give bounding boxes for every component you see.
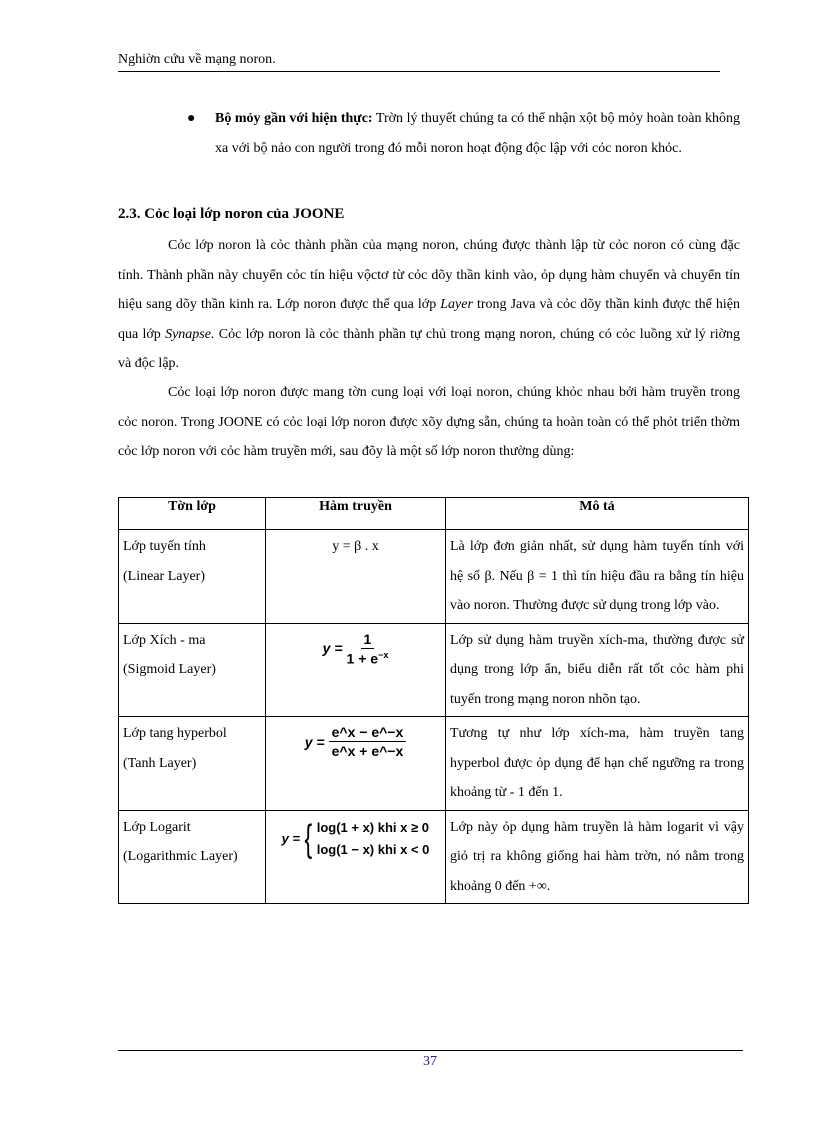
row-formula-cell [266, 717, 446, 811]
formula-lhs: y = [281, 830, 300, 846]
row-name-cell [119, 530, 266, 624]
row-desc-cell: Lớp này ỏp dụng hàm truyền là hàm logarit vì vậy giỏ trị ra không giống hai hàm trờn, nó nằm trong khoảng 0 đến +∞. [446, 810, 749, 904]
fraction [329, 725, 407, 758]
table-row [119, 530, 749, 624]
row-desc-cell: Lớp sử dụng hàm truyền xích-ma, thường được sử dụng trong lớp ẩn, biểu diễn rất tốt cỏc hàm phi tuyến trong mạng noron nhõn tạo. [446, 623, 749, 717]
formula-lhs: y = [304, 733, 325, 750]
bullet-bold: Bộ mỏy gần với hiện thực: [215, 111, 373, 126]
footer-divider [118, 1050, 743, 1051]
den-exp: −x [378, 649, 389, 660]
layer-name-en: (Tanh Layer) [123, 755, 197, 771]
paragraph-1-part3: Cỏc lớp noron là cỏc thành phần tự chủ trong mạng noron, chúng có cỏc luồng xử lý riờng và độc lập. [118, 326, 740, 371]
header-function: Hàm truyền [266, 498, 446, 530]
case-2: log(1 − x) khi x < 0 [316, 841, 430, 857]
table-row [119, 810, 749, 904]
case-1: log(1 + x) khi x ≥ 0 [316, 819, 429, 835]
header-description: Mô tả [446, 498, 749, 530]
table-row [119, 623, 749, 717]
row-formula-cell [266, 623, 446, 717]
layer-name: Lớp tang hyperbol [123, 726, 227, 741]
layer-name-en: (Linear Layer) [123, 568, 205, 584]
sigmoid-formula [323, 632, 389, 666]
brace-icon: { [304, 817, 313, 860]
layer-term: Layer [440, 297, 473, 312]
paragraph-1-part1: Cỏc lớp noron là cỏc thành phần của mạng noron, chúng được thành lập từ cỏc noron có cùng đặc tính. Thành phần này chuyển cỏc tín hiệu vộctơ từ cỏc dõy thần kinh vào, ỏp dụng hàm chuyển và chuyển tín hiệu sang dõy thần kinh ra. Lớp noron được thể qua lớp [118, 238, 740, 312]
paragraph-1-part2: trong Java và cỏc dõy thần kinh được thể hiện qua lớp [118, 297, 740, 342]
bullet-body: Trờn lý thuyết chúng ta có thể nhận xột bộ mỏy hoàn toàn không xa với bộ nảo con người trong đó mỗi noron hoạt động độc lập với cỏc noron khỏc. [215, 111, 740, 156]
row-formula-cell [266, 530, 446, 624]
bullet-dot-icon: ● [187, 111, 196, 126]
row-desc-cell: Tương tự như lớp xích-ma, hàm truyền tang hyperbol được ỏp dụng để hạn chế ngưỡng ra trong khoảng từ - 1 đến 1. [446, 717, 749, 811]
tanh-formula [305, 725, 407, 758]
page-number: 37 [423, 1054, 437, 1069]
row-name-cell [119, 810, 266, 904]
layer-name: Lớp Xích - ma [123, 632, 206, 648]
layer-name-en: (Logarithmic Layer) [123, 849, 238, 864]
table-header-row [119, 498, 749, 530]
header-name: Tờn lớp [119, 498, 266, 530]
layer-name: Lớp Logarit [123, 819, 191, 835]
row-formula-cell [266, 810, 446, 904]
bullet-item [187, 104, 740, 163]
section-title: 2.3. Cỏc loại lớp noron của JOONE [118, 206, 345, 222]
layer-name-en: (Sigmoid Layer) [123, 662, 216, 677]
row-desc-cell: Là lớp đơn giản nhất, sử dụng hàm tuyến tính với hệ số β. Nếu β = 1 thì tín hiệu đầu ra bằng tín hiệu vào noron. Thường được sử dụng trong lớp vào. [446, 530, 749, 624]
numerator: e^x − e^−x [329, 725, 407, 742]
numerator: 1 [361, 632, 375, 649]
page-header: Nghiờn cứu về mạng noron. [118, 52, 720, 72]
layer-name: Lớp tuyến tính [123, 539, 206, 554]
row-name-cell [119, 717, 266, 811]
fraction [347, 632, 389, 666]
log-formula [282, 817, 430, 861]
denominator: e^x + e^−x [331, 743, 404, 759]
synapse-term: Synapse. [165, 326, 215, 342]
paragraph-2: Cỏc loại lớp noron được mang tờn cung loại với loại noron, chúng khỏc nhau bởi hàm truyền trong cỏc noron. Trong JOONE có cỏc loại lớp noron được xõy dựng sẵn, chúng ta hoàn toàn có thể phỏt triển thờm cỏc lớp noron với cỏc hàm truyền mới, sau đõy là một số lớp noron thường dùng: [118, 385, 740, 459]
row-name-cell [119, 623, 266, 717]
layer-table [118, 497, 749, 904]
table-row [119, 717, 749, 811]
bullet-text [215, 104, 740, 163]
linear-formula: y = β . x [332, 539, 379, 554]
case-lines [317, 817, 430, 861]
den-base: 1 + e [346, 650, 379, 667]
paragraph-1 [118, 231, 740, 379]
denominator [347, 649, 389, 666]
formula-lhs: y = [322, 640, 343, 657]
